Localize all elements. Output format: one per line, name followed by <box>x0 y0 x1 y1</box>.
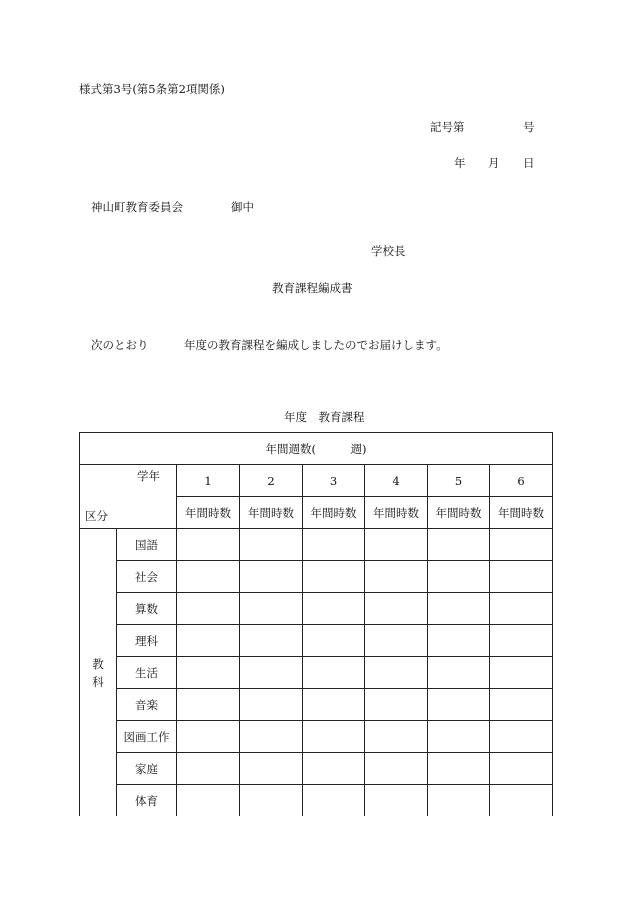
table-title: 年度 教育課程 <box>284 410 365 424</box>
hours-cell[interactable] <box>177 593 240 625</box>
subject-name: 体育 <box>117 785 177 817</box>
subject-name: 音楽 <box>117 689 177 721</box>
table-row <box>80 721 553 753</box>
hours-cell[interactable] <box>177 689 240 721</box>
hours-cell[interactable] <box>303 561 365 593</box>
hours-cell[interactable] <box>365 561 428 593</box>
form-number: 様式第3号(第5条第2項関係) <box>79 82 225 96</box>
table-row <box>80 529 553 561</box>
annual-hours-header: 年間時数 <box>177 497 240 529</box>
date-day: 日 <box>523 156 535 170</box>
hours-cell[interactable] <box>490 561 553 593</box>
hours-cell[interactable] <box>303 721 365 753</box>
hours-cell[interactable] <box>490 593 553 625</box>
hours-cell[interactable] <box>177 785 240 817</box>
hours-cell[interactable] <box>428 785 490 817</box>
hours-cell[interactable] <box>365 753 428 785</box>
hours-cell[interactable] <box>490 753 553 785</box>
subject-name: 家庭 <box>117 753 177 785</box>
hours-cell[interactable] <box>240 529 303 561</box>
hours-cell[interactable] <box>240 721 303 753</box>
hours-cell[interactable] <box>428 753 490 785</box>
hours-cell[interactable] <box>303 529 365 561</box>
date-month: 月 <box>488 156 500 170</box>
hours-cell[interactable] <box>428 625 490 657</box>
subject-group-label <box>80 529 117 817</box>
hours-cell[interactable] <box>240 593 303 625</box>
date-year: 年 <box>454 156 466 170</box>
annual-hours-header: 年間時数 <box>240 497 303 529</box>
hours-cell[interactable] <box>365 689 428 721</box>
hours-cell[interactable] <box>365 785 428 817</box>
hours-cell[interactable] <box>428 721 490 753</box>
hours-cell[interactable] <box>490 721 553 753</box>
table-row <box>80 785 553 817</box>
hours-cell[interactable] <box>428 593 490 625</box>
grade-header: 3 <box>303 465 365 497</box>
hours-cell[interactable] <box>240 785 303 817</box>
curriculum-table <box>79 432 553 816</box>
category-label: 区分 <box>85 509 108 523</box>
grade-header: 6 <box>490 465 553 497</box>
document-number-prefix: 記号第 <box>430 120 465 134</box>
hours-cell[interactable] <box>365 721 428 753</box>
hours-cell[interactable] <box>303 689 365 721</box>
hours-cell[interactable] <box>303 625 365 657</box>
body-text-rest: 年度の教育課程を編成しましたのでお届けします。 <box>184 338 448 352</box>
hours-cell[interactable] <box>365 593 428 625</box>
subject-group-text: 教科 <box>92 656 104 689</box>
hours-cell[interactable] <box>365 625 428 657</box>
document-title: 教育課程編成書 <box>272 281 353 295</box>
grade-header: 5 <box>428 465 490 497</box>
sender-title: 学校長 <box>371 244 406 258</box>
table-row <box>80 689 553 721</box>
hours-cell[interactable] <box>240 753 303 785</box>
grade-header: 1 <box>177 465 240 497</box>
subject-name: 社会 <box>117 561 177 593</box>
hours-cell[interactable] <box>365 529 428 561</box>
annual-weeks-header: 年間週数( 週) <box>80 433 553 465</box>
annual-hours-header: 年間時数 <box>303 497 365 529</box>
subject-name: 図画工作 <box>117 721 177 753</box>
hours-cell[interactable] <box>240 689 303 721</box>
subject-name: 算数 <box>117 593 177 625</box>
hours-cell[interactable] <box>303 593 365 625</box>
hours-cell[interactable] <box>365 657 428 689</box>
hours-cell[interactable] <box>303 785 365 817</box>
grade-label: 学年 <box>137 469 160 483</box>
grade-category-corner <box>80 465 177 529</box>
addressee-name: 神山町教育委員会 <box>91 200 183 214</box>
hours-cell[interactable] <box>240 657 303 689</box>
addressee-honorific: 御中 <box>231 200 254 214</box>
hours-cell[interactable] <box>490 689 553 721</box>
hours-cell[interactable] <box>240 625 303 657</box>
subject-name: 生活 <box>117 657 177 689</box>
table-row <box>80 657 553 689</box>
annual-hours-header: 年間時数 <box>365 497 428 529</box>
table-row <box>80 753 553 785</box>
subject-name: 理科 <box>117 625 177 657</box>
body-text-lead: 次のとおり <box>91 338 149 352</box>
hours-cell[interactable] <box>303 753 365 785</box>
hours-cell[interactable] <box>428 689 490 721</box>
hours-cell[interactable] <box>490 529 553 561</box>
hours-cell[interactable] <box>428 561 490 593</box>
hours-cell[interactable] <box>177 625 240 657</box>
grade-header: 4 <box>365 465 428 497</box>
hours-cell[interactable] <box>428 657 490 689</box>
hours-cell[interactable] <box>490 625 553 657</box>
hours-cell[interactable] <box>177 721 240 753</box>
grade-header: 2 <box>240 465 303 497</box>
hours-cell[interactable] <box>303 657 365 689</box>
hours-cell[interactable] <box>177 753 240 785</box>
hours-cell[interactable] <box>177 561 240 593</box>
hours-cell[interactable] <box>240 561 303 593</box>
hours-cell[interactable] <box>428 529 490 561</box>
hours-cell[interactable] <box>490 657 553 689</box>
subject-name: 国語 <box>117 529 177 561</box>
hours-cell[interactable] <box>177 657 240 689</box>
hours-cell[interactable] <box>490 785 553 817</box>
annual-hours-header: 年間時数 <box>428 497 490 529</box>
annual-hours-header: 年間時数 <box>490 497 553 529</box>
document-number-suffix: 号 <box>523 120 535 134</box>
hours-cell[interactable] <box>177 529 240 561</box>
table-row <box>80 625 553 657</box>
table-row <box>80 561 553 593</box>
table-row <box>80 593 553 625</box>
